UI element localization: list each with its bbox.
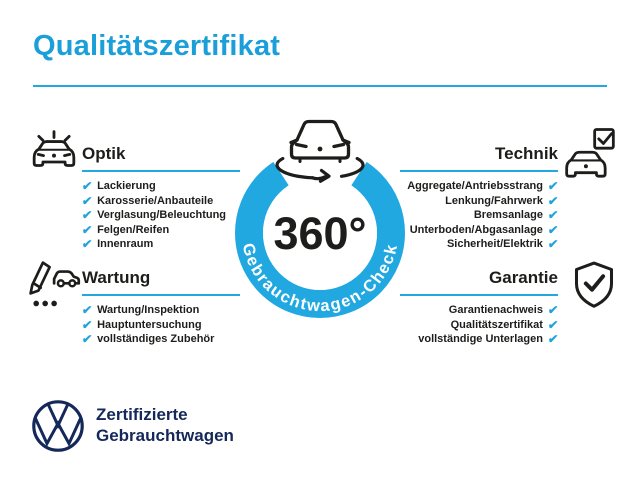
checklist-item bbox=[400, 303, 558, 318]
check-icon: ✔ bbox=[81, 237, 93, 252]
check-icon: ✔ bbox=[547, 193, 559, 208]
checklist-item bbox=[82, 237, 240, 252]
checklist-item bbox=[400, 237, 558, 252]
check-icon: ✔ bbox=[81, 208, 93, 223]
section-divider bbox=[82, 294, 240, 296]
check-icon: ✔ bbox=[81, 317, 93, 332]
service-checklist-icon bbox=[25, 257, 81, 313]
car-shine-icon bbox=[26, 127, 82, 183]
checklist-item-label: Hauptuntersuchung bbox=[97, 318, 202, 331]
shield-check-icon bbox=[566, 259, 622, 315]
section-divider bbox=[400, 170, 558, 172]
checklist-item-label: Lackierung bbox=[97, 180, 156, 193]
checklist-item-label: Wartung/Inspektion bbox=[97, 304, 200, 317]
check-icon: ✔ bbox=[547, 208, 559, 223]
checklist-wartung bbox=[82, 303, 240, 347]
checklist-garantie bbox=[400, 303, 558, 347]
checklist-item-label: Innenraum bbox=[97, 238, 154, 251]
checklist-item-label: Bremsanlage bbox=[473, 209, 543, 222]
check-icon: ✔ bbox=[81, 222, 93, 237]
car-checkbox-icon bbox=[562, 126, 618, 182]
checklist-item bbox=[82, 332, 240, 347]
check-icon: ✔ bbox=[81, 193, 93, 208]
checklist-item bbox=[400, 332, 558, 347]
check-icon: ✔ bbox=[547, 222, 559, 237]
section-technik bbox=[400, 144, 558, 252]
checklist-item bbox=[400, 208, 558, 223]
check-icon: ✔ bbox=[547, 332, 559, 347]
section-divider bbox=[400, 294, 558, 296]
checklist-item bbox=[82, 194, 240, 209]
checklist-item bbox=[400, 223, 558, 238]
checklist-item-label: Unterboden/Abgasanlage bbox=[409, 223, 543, 236]
checklist-item-label: Aggregate/Antriebsstrang bbox=[407, 180, 543, 193]
vw-logo bbox=[30, 398, 86, 454]
checklist-item bbox=[400, 318, 558, 333]
checklist-item-label: Lenkung/Fahrwerk bbox=[445, 194, 543, 207]
badge-360-check bbox=[225, 113, 415, 325]
checklist-optik bbox=[82, 179, 240, 252]
check-icon: ✔ bbox=[547, 237, 559, 252]
checklist-item bbox=[82, 179, 240, 194]
title-divider bbox=[33, 85, 607, 87]
checklist-item bbox=[82, 223, 240, 238]
checklist-item bbox=[82, 318, 240, 333]
badge-ring-label: Gebrauchtwagen-Check bbox=[238, 241, 402, 316]
checklist-item-label: Verglasung/Beleuchtung bbox=[97, 209, 227, 222]
checklist-item-label: Qualitätszertifikat bbox=[450, 318, 543, 331]
section-title-technik: Technik bbox=[495, 144, 558, 163]
check-icon: ✔ bbox=[547, 303, 559, 318]
check-icon: ✔ bbox=[81, 303, 93, 318]
checklist-item bbox=[400, 194, 558, 209]
section-divider bbox=[82, 170, 240, 172]
check-icon: ✔ bbox=[547, 179, 559, 194]
section-title-wartung: Wartung bbox=[82, 268, 151, 287]
checklist-item-label: vollständiges Zubehör bbox=[97, 333, 215, 346]
checklist-item bbox=[82, 208, 240, 223]
badge-degree-label: 360° bbox=[273, 208, 367, 259]
checklist-item-label: Felgen/Reifen bbox=[97, 223, 170, 236]
checklist-item bbox=[400, 179, 558, 194]
checklist-item-label: Garantienachweis bbox=[448, 304, 543, 317]
checklist-item-label: Karosserie/Anbauteile bbox=[97, 194, 214, 207]
checklist-item-label: Sicherheit/Elektrik bbox=[446, 238, 543, 251]
section-title-optik: Optik bbox=[82, 144, 126, 163]
checklist-item-label: vollständige Unterlagen bbox=[418, 333, 543, 346]
checklist-item bbox=[82, 303, 240, 318]
check-icon: ✔ bbox=[547, 317, 559, 332]
check-icon: ✔ bbox=[81, 332, 93, 347]
page-title: Qualitätszertifikat bbox=[33, 30, 281, 62]
section-optik bbox=[82, 144, 240, 252]
section-garantie bbox=[400, 268, 558, 347]
footer-brand-text bbox=[96, 404, 234, 446]
footer-brand-line2: Gebrauchtwagen bbox=[96, 426, 234, 445]
checklist-technik bbox=[400, 179, 558, 252]
footer-brand-line1: Zertifizierte bbox=[96, 405, 188, 424]
check-icon: ✔ bbox=[81, 179, 93, 194]
section-wartung bbox=[82, 268, 240, 347]
section-title-garantie: Garantie bbox=[489, 268, 558, 287]
